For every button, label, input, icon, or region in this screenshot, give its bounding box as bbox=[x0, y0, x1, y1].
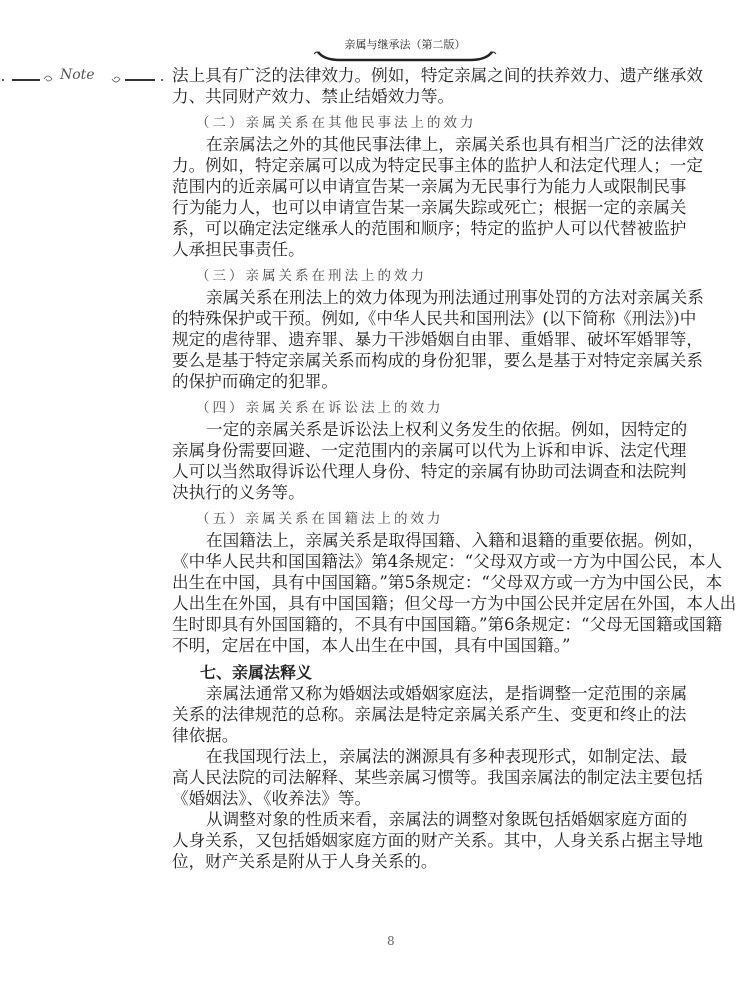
paragraph bbox=[172, 65, 703, 107]
paragraph bbox=[172, 134, 704, 260]
text-line: 亲属法通常又称为婚姻法或婚姻家庭法，是指调整一定范围的亲属 bbox=[206, 684, 688, 703]
text-line: 的保护而确定的犯罪。 bbox=[172, 372, 338, 391]
subsection-heading: （三）亲属关系在刑法上的效力 bbox=[196, 268, 427, 284]
section-heading: 七、亲属法释义 bbox=[200, 663, 313, 682]
text-line: 在国籍法上，亲属关系是取得国籍、入籍和退籍的重要依据。例如， bbox=[206, 531, 704, 550]
text-line: 系，可以确定法定继承人的范围和顺序；特定的监护人可以代替被监护 bbox=[172, 219, 687, 238]
text-line: 人出生在外国，具有中国国籍；但父母一方为中国公民并定居在外国，本人出 bbox=[172, 594, 736, 613]
text-line: 律依据。 bbox=[172, 726, 239, 745]
body-text bbox=[172, 65, 736, 872]
text-line: 决执行的义务等。 bbox=[172, 483, 305, 502]
text-line: 不明，定居在中国，本人出生在中国，具有中国国籍。” bbox=[172, 636, 571, 655]
text-line: 范围内的近亲属可以申请宣告某一亲属为无民事行为能力人或限制民事 bbox=[172, 177, 687, 196]
running-header bbox=[310, 36, 500, 64]
text-line: 生时即具有外国国籍的，不具有中国国籍。”第6条规定：“父母无国籍或国籍 bbox=[172, 615, 723, 634]
text-line: 要么是基于特定亲属关系而构成的身份犯罪，要么是基于对特定亲属关系 bbox=[172, 351, 703, 370]
paragraph bbox=[172, 287, 704, 392]
text-line: 从调整对象的性质来看，亲属法的调整对象既包括婚姻家庭方面的 bbox=[206, 810, 688, 829]
text-line: 力、共同财产效力、禁止结婚效力等。 bbox=[172, 87, 455, 106]
text-line: 法上具有广泛的法律效力。例如，特定亲属之间的扶养效力、遗产继承效 bbox=[172, 66, 703, 85]
text-line: 位，财产关系是附从于人身关系的。 bbox=[172, 852, 438, 871]
paragraph bbox=[172, 683, 688, 746]
subsection-heading: （二）亲属关系在其他民事法上的效力 bbox=[196, 115, 477, 131]
text-line: 高人民法院的司法解释、某些亲属习惯等。我国亲属法的制定法主要包括 bbox=[172, 768, 703, 787]
text-line: 亲属身份需要回避、一定范围内的亲属可以代为上诉和申诉、法定代理 bbox=[172, 441, 687, 460]
text-line: 一定的亲属关系是诉讼法上权利义务发生的依据。例如，因特定的 bbox=[206, 420, 688, 439]
header-ornament-icon bbox=[310, 48, 500, 64]
paragraph bbox=[172, 530, 736, 656]
text-line: 在我国现行法上，亲属法的渊源具有多种表现形式，如制定法、最 bbox=[206, 747, 688, 766]
text-line: 规定的虐待罪、遗弃罪、暴力干涉婚姻自由罪、重婚罪、破坏军婚罪等， bbox=[172, 330, 703, 349]
subsection-heading: （四）亲属关系在诉讼法上的效力 bbox=[196, 400, 444, 416]
paragraph bbox=[172, 809, 703, 872]
text-line: 《中华人民共和国国籍法》第4条规定：“父母双方或一方为中国公民，本人 bbox=[172, 552, 723, 571]
text-line: 的特殊保护或干预。例如,《中华人民共和国刑法》(以下简称《刑法》)中 bbox=[172, 309, 697, 328]
text-line: 行为能力人，也可以申请宣告某一亲属失踪或死亡；根据一定的亲属关 bbox=[172, 198, 687, 217]
text-line: 出生在中国，具有中国国籍。”第5条规定：“父母双方或一方为中国公民，本 bbox=[172, 573, 723, 592]
running-header-title: 亲属与继承法（第二版） bbox=[344, 38, 466, 51]
text-line: 人可以当然取得诉讼代理人身份、特定的亲属有协助司法调查和法院判 bbox=[172, 462, 687, 481]
paragraph bbox=[172, 746, 703, 809]
subsection-heading: （五）亲属关系在国籍法上的效力 bbox=[196, 511, 444, 527]
text-line: 在亲属法之外的其他民事法律上，亲属关系也具有相当广泛的法律效 bbox=[206, 135, 704, 154]
text-line: 人承担民事责任。 bbox=[172, 240, 305, 259]
text-line: 力。例如，特定亲属可以成为特定民事主体的监护人和法定代理人；一定 bbox=[172, 156, 703, 175]
text-line: 关系的法律规范的总称。亲属法是特定亲属关系产生、变更和终止的法 bbox=[172, 705, 687, 724]
text-line: 人身关系，又包括婚姻家庭方面的财产关系。其中，人身关系占据主导地 bbox=[172, 831, 703, 850]
paragraph bbox=[172, 419, 688, 503]
margin-note-ornament bbox=[0, 66, 165, 86]
text-line: 《婚姻法》、《收养法》等。 bbox=[172, 789, 372, 808]
text-line: 亲属关系在刑法上的效力体现为刑法通过刑事处罚的方法对亲属关系 bbox=[206, 288, 704, 307]
page-number: 8 bbox=[387, 934, 395, 948]
margin-note-label: Note bbox=[60, 67, 95, 83]
